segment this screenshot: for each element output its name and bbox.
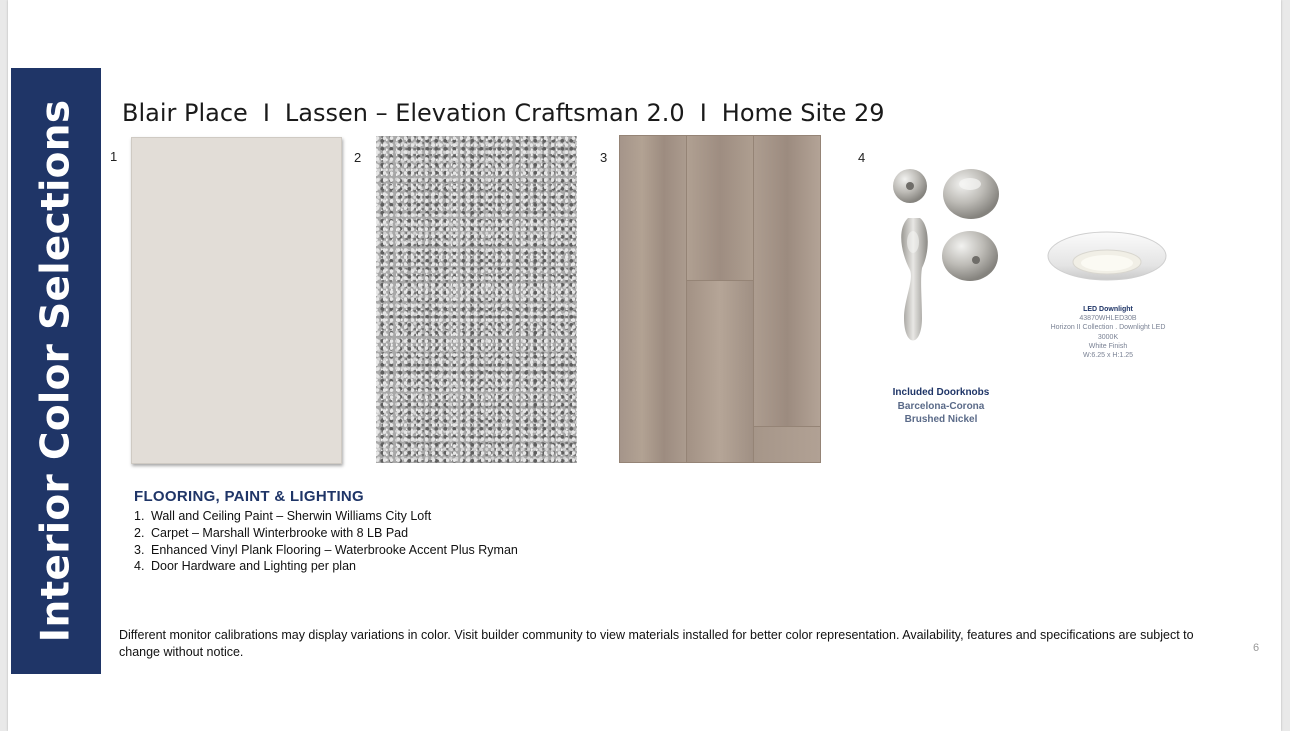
downlight-spec: 3000K	[1097, 333, 1119, 341]
title-separator: I	[262, 99, 270, 127]
section-heading: FLOORING, PAINT & LIGHTING	[134, 488, 365, 505]
vinyl-plank-swatch	[619, 135, 821, 463]
swatch-number-2: 2	[354, 150, 362, 165]
hardware-caption-line: Brushed Nickel	[904, 414, 978, 425]
downlight-caption	[1038, 305, 1178, 360]
swatch-number-3: 3	[600, 150, 608, 165]
list-item: 4. Door Hardware and Lighting per plan	[134, 559, 356, 574]
swatch-number-4: 4	[858, 150, 866, 165]
list-item: 1. Wall and Ceiling Paint – Sherwin Williams City Loft	[134, 509, 432, 523]
selection-list	[134, 508, 518, 575]
sidebar-title: Interior Color Selections	[33, 99, 79, 643]
page-number: 6	[1253, 642, 1260, 654]
downlight-spec: Horizon II Collection . Downlight LED	[1050, 324, 1166, 332]
page-title	[122, 99, 885, 127]
list-item: 2. Carpet – Marshall Winterbrooke with 8 LB Pad	[134, 525, 409, 540]
list-item: 3. Enhanced Vinyl Plank Flooring – Waterbrooke Accent Plus Ryman	[134, 542, 518, 557]
led-downlight-image	[1046, 230, 1168, 282]
swatch-number-1: 1	[110, 149, 118, 164]
hardware-caption	[874, 386, 1008, 427]
downlight-spec: W:6.25 x H:1.25	[1082, 352, 1134, 360]
plan-name: Lassen – Elevation Craftsman 2.0	[284, 99, 685, 127]
slide-page	[8, 0, 1281, 731]
hardware-caption-title: Included Doorknobs	[892, 387, 990, 398]
doorknob-hardware-image	[886, 160, 1016, 360]
downlight-title: LED Downlight	[1083, 306, 1133, 313]
downlight-spec: White Finish	[1088, 342, 1128, 350]
community-name: Blair Place	[122, 99, 248, 127]
title-separator: I	[699, 99, 707, 127]
downlight-spec: 43870WHLED30B	[1079, 315, 1137, 323]
home-site: Home Site 29	[721, 99, 885, 127]
hardware-caption-line: Barcelona-Corona	[897, 400, 985, 412]
disclaimer-text: Different monitor calibrations may display variations in color. Visit builder community to view materials installed for better color representation. Availability, features and specifications are subject to change without notice.	[119, 628, 1194, 659]
sidebar-banner	[11, 68, 101, 674]
paint-swatch	[131, 137, 342, 464]
carpet-swatch	[376, 136, 577, 463]
